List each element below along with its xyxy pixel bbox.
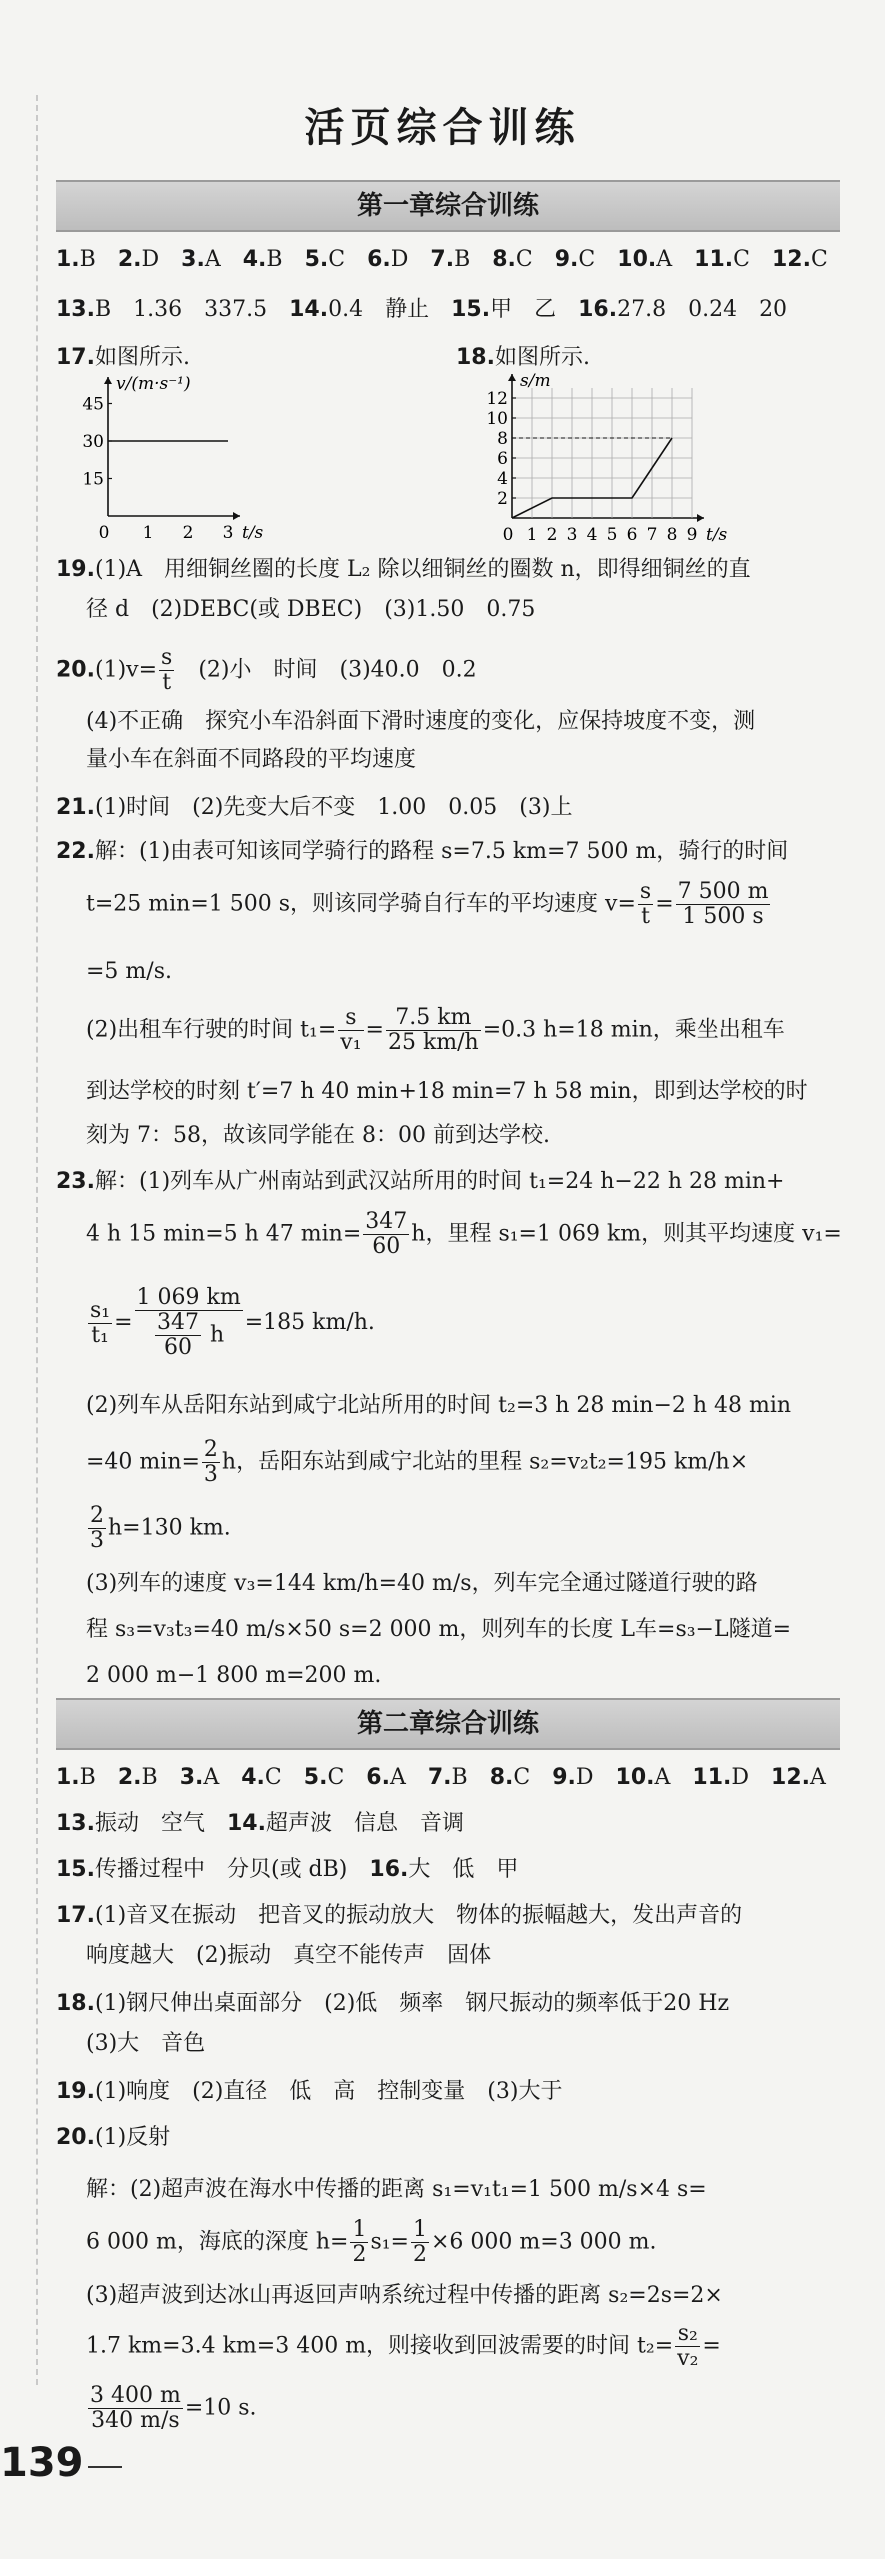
numerator: 2 xyxy=(203,1437,218,1462)
ch2-q18-line1 xyxy=(56,1990,729,2018)
q-number: 7. xyxy=(430,247,455,272)
numerator: 3 400 m xyxy=(90,2383,181,2408)
answer-item xyxy=(56,1765,96,1790)
ch2-q20-line4: (3)超声波到达冰山再返回声呐系统过程中传播的距离 s₂=2s=2× xyxy=(86,2283,723,2308)
page-number-rule xyxy=(88,2466,122,2468)
fraction xyxy=(676,880,771,929)
fraction xyxy=(350,2218,368,2267)
binding-dash-line xyxy=(36,95,38,2385)
x-tick-label: 7 xyxy=(646,525,658,542)
answer-item xyxy=(304,1765,345,1790)
fraction xyxy=(88,1504,106,1553)
x-axis-label: t/s xyxy=(242,523,264,540)
answer-item xyxy=(617,247,672,272)
q-number: 2. xyxy=(117,1765,142,1790)
answer-value: 27.8 0.24 20 xyxy=(617,297,788,322)
answer-item xyxy=(367,247,408,272)
q-number: 17. xyxy=(56,1903,95,1928)
answer-value: A xyxy=(810,1765,826,1790)
q-number: 18. xyxy=(456,345,495,370)
answer-value: C xyxy=(327,1765,345,1790)
answer-value: A xyxy=(656,247,673,272)
q-text: (1)钢尺伸出桌面部分 (2)低 频率 钢尺振动的频率低于20 Hz xyxy=(94,1991,730,2016)
fraction xyxy=(386,1006,481,1055)
answer-value: C xyxy=(513,1765,531,1790)
numerator: 347 xyxy=(157,1310,200,1335)
numerator: 1 xyxy=(412,2217,427,2242)
q-text: h，里程 s₁=1 069 km，则其平均速度 v₁= xyxy=(411,1221,842,1247)
x-tick-label: 0 xyxy=(502,525,514,542)
q-number: 1. xyxy=(56,1765,80,1790)
y-tick-label: 4 xyxy=(497,469,508,489)
q-text: (1)v= xyxy=(94,657,158,683)
answer-item xyxy=(118,1765,158,1790)
answer-item xyxy=(56,297,267,322)
q-number: 2. xyxy=(117,247,142,272)
q-number: 15. xyxy=(56,1857,95,1882)
ch2-fill-row-1 xyxy=(56,1810,464,1838)
denominator: 2 xyxy=(412,2242,427,2267)
denominator: t xyxy=(641,904,650,929)
q-number: 16. xyxy=(578,297,618,322)
denominator: 25 km/h xyxy=(387,1030,479,1055)
x-tick-label: 3 xyxy=(222,523,234,540)
q-text: 解：(1)由表可知该同学骑行的路程 s=7.5 km=7 500 m，骑行的时间 xyxy=(94,839,789,864)
fraction xyxy=(159,646,174,695)
ch1-q23-line8: 程 s₃=v₃t₃=40 m/s×50 s=2 000 m，则列车的长度 L车=s₃−L隧道= xyxy=(86,1617,792,1642)
q-number: 8. xyxy=(492,247,516,272)
q-number: 15. xyxy=(451,297,491,322)
ch1-q23-line5 xyxy=(86,1438,748,1487)
answer-value: 传播过程中 分贝(或 dB) xyxy=(94,1857,348,1882)
answer-value: A xyxy=(389,1765,406,1790)
answer-item xyxy=(243,247,283,272)
x-tick-label: 8 xyxy=(666,525,678,542)
answer-value: C xyxy=(810,247,828,272)
chapter2-heading: 第二章综合训练 xyxy=(56,1698,840,1750)
answer-item xyxy=(181,247,221,272)
ch2-q20-line1 xyxy=(56,2124,170,2152)
numerator: 347 xyxy=(365,1209,408,1234)
q-text: (1)反射 xyxy=(94,2125,171,2150)
answer-item xyxy=(490,1765,531,1790)
ch1-mc-row xyxy=(56,246,828,274)
answer-value: A xyxy=(204,247,221,272)
q-number: 22. xyxy=(56,839,95,864)
denominator: 1 500 s xyxy=(682,904,764,929)
ch2-q20-line3 xyxy=(86,2218,657,2267)
q-text: =40 min= xyxy=(86,1449,200,1475)
numerator: 7.5 km xyxy=(386,1006,481,1031)
fraction xyxy=(155,1311,201,1360)
answer-value: A xyxy=(654,1765,671,1790)
answer-item xyxy=(180,1765,220,1790)
x-tick-label: 2 xyxy=(182,523,194,540)
q-text: s₁= xyxy=(370,2229,409,2255)
ch1-q21 xyxy=(56,794,572,822)
y-axis-arrow xyxy=(508,374,516,381)
answer-value: B xyxy=(454,247,471,272)
numerator: 1 xyxy=(352,2217,367,2242)
q-number: 14. xyxy=(227,1811,266,1836)
q-text: h=130 km. xyxy=(108,1515,231,1541)
ch2-q20-line2: 解：(2)超声波在海水中传播的距离 s₁=v₁t₁=1 500 m/s×4 s= xyxy=(86,2177,707,2202)
q-number: 21. xyxy=(56,795,95,820)
x-axis-arrow xyxy=(233,512,240,520)
denominator: 60 xyxy=(372,1234,401,1259)
ch1-q20-line1 xyxy=(56,646,477,695)
answer-value: B xyxy=(79,247,96,272)
q-text: 如图所示. xyxy=(494,345,590,370)
fraction xyxy=(411,2218,429,2267)
q-number: 18. xyxy=(56,1991,95,2016)
answer-item xyxy=(428,1765,468,1790)
denominator: v₁ xyxy=(340,1030,362,1055)
q-text: (2)小 时间 (3)40.0 0.2 xyxy=(198,657,477,683)
fraction xyxy=(338,1006,363,1055)
numerator: s xyxy=(338,1006,363,1031)
answer-value: 大 低 甲 xyxy=(408,1857,519,1882)
q-text: h，岳阳东站到咸宁北站的里程 s₂=v₂t₂=195 km/h× xyxy=(221,1449,749,1475)
answer-value: B xyxy=(141,1765,158,1790)
answer-item xyxy=(241,1765,282,1790)
answer-value: 甲 乙 xyxy=(490,297,557,322)
q-number: 5. xyxy=(304,247,329,272)
fraction xyxy=(88,1299,112,1348)
unit: h xyxy=(210,1322,225,1348)
y-tick-label: 6 xyxy=(497,449,508,469)
answer-item xyxy=(578,297,787,322)
q-number: 23. xyxy=(56,1169,95,1194)
q-number: 8. xyxy=(489,1765,514,1790)
denominator: 3 xyxy=(90,1528,104,1553)
y-tick-label: 8 xyxy=(497,429,508,449)
q-number: 14. xyxy=(289,297,329,322)
q-number: 13. xyxy=(56,297,95,322)
ch1-q23-line3: $\frac{\text{s₁}}{\text{t₁}}$ = 1 069 km $\frac{347}{60}$ h =185 km/h. xyxy=(90,1285,375,1360)
answer-value: D xyxy=(141,247,160,272)
ch2-q20-line5 xyxy=(86,2322,721,2371)
answer-item xyxy=(118,247,159,272)
q-number: 4. xyxy=(241,1765,265,1790)
q-text: (1)A 用细铜丝圈的长度 L₂ 除以细铜丝的圈数 n，即得细铜丝的直 xyxy=(94,557,751,582)
answer-value: C xyxy=(264,1765,282,1790)
y-axis-label: v/(m·s⁻¹) xyxy=(116,376,191,394)
chart-17-velocity-time xyxy=(80,376,310,540)
q-text: =0.3 h=18 min，乘坐出租车 xyxy=(482,1017,785,1043)
chart-18-distance-time xyxy=(474,372,734,542)
q-text: 如图所示. xyxy=(94,345,190,370)
answer-item xyxy=(772,247,828,272)
ch2-q17-line1 xyxy=(56,1902,742,1930)
answer-item xyxy=(56,1811,205,1836)
q-number: 12. xyxy=(771,247,811,272)
ch1-q23-line1 xyxy=(56,1168,784,1196)
q-number: 6. xyxy=(367,247,391,272)
answer-value: B 1.36 337.5 xyxy=(94,297,268,322)
q-number: 5. xyxy=(303,1765,328,1790)
q-number: 17. xyxy=(56,345,95,370)
fraction xyxy=(88,2384,183,2433)
answer-item xyxy=(616,1765,671,1790)
fraction xyxy=(202,1438,220,1487)
q-text: =185 km/h. xyxy=(244,1310,375,1335)
fraction xyxy=(638,880,653,929)
q-text: (1)时间 (2)先变大后不变 1.00 0.05 (3)上 xyxy=(94,795,573,820)
x-tick-label: 0 xyxy=(98,523,110,540)
ch2-mc-row xyxy=(56,1764,826,1792)
q-text: ×6 000 m=3 000 m. xyxy=(430,2229,657,2255)
q-text: 6 000 m，海底的深度 h= xyxy=(86,2229,349,2255)
denominator xyxy=(135,1311,243,1360)
q-number: 7. xyxy=(427,1765,452,1790)
ch1-q23-line6 xyxy=(86,1504,231,1553)
ch1-q18 xyxy=(456,344,590,372)
ch1-q22-line1 xyxy=(56,838,788,866)
x-tick-label: 6 xyxy=(626,525,638,542)
ch1-q19-line1 xyxy=(56,556,751,584)
answer-item xyxy=(555,247,596,272)
q-number: 3. xyxy=(181,247,205,272)
x-axis-label: t/s xyxy=(706,525,728,542)
ch1-q22-line4: (2)出租车行驶的时间 t₁= $\frac{s}{\text{v₁}}$ = $\frac{7.5 km}{25 km/h}$ =0.3 h=18 min，乘坐出租车 xyxy=(86,1005,785,1055)
fraction xyxy=(675,2322,700,2371)
q-number: 9. xyxy=(552,1765,576,1790)
answer-item xyxy=(366,1765,406,1790)
x-axis-arrow xyxy=(697,514,704,522)
q-text: (1)音叉在振动 把音叉的振动放大 物体的振幅越大，发出声音的 xyxy=(94,1903,743,1928)
ch2-fill-row-2 xyxy=(56,1856,518,1884)
answer-value: C xyxy=(733,247,750,272)
answer-value: 超声波 信息 音调 xyxy=(265,1811,464,1836)
x-tick-label: 1 xyxy=(526,525,538,542)
answer-value: 0.4 静止 xyxy=(328,297,430,322)
x-tick-label: 3 xyxy=(566,525,578,542)
q-number: 11. xyxy=(694,247,734,272)
page-number: 139 xyxy=(0,2440,84,2486)
y-tick-label: 15 xyxy=(82,469,104,490)
answer-value: B xyxy=(266,247,283,272)
answer-value: C xyxy=(515,247,533,272)
ch2-q19 xyxy=(56,2078,562,2106)
answer-item xyxy=(56,247,96,272)
denominator: 340 m/s xyxy=(91,2408,180,2433)
answer-item xyxy=(430,247,470,272)
ch1-q20-line3: 量小车在斜面不同路段的平均速度 xyxy=(86,747,417,772)
q-text: 解：(1)列车从广州南站到武汉站所用的时间 t₁=24 h−22 h 28 min+ xyxy=(94,1169,785,1194)
q-number: 19. xyxy=(56,2079,95,2104)
answer-item xyxy=(289,297,429,322)
ch1-q23-line7: (3)列车的速度 v₃=144 km/h=40 m/s，列车完全通过隧道行驶的路 xyxy=(86,1571,758,1596)
q-text: t=25 min=1 500 s，则该同学骑自行车的平均速度 v= xyxy=(86,891,636,917)
q-number: 12. xyxy=(771,1765,810,1790)
q-number: 20. xyxy=(56,2125,95,2150)
denominator: 2 xyxy=(352,2242,367,2267)
q-number: 16. xyxy=(369,1857,409,1882)
q-number: 6. xyxy=(366,1765,390,1790)
chapter1-heading: 第一章综合训练 xyxy=(56,180,840,232)
answer-item xyxy=(771,1765,826,1790)
ch2-q20-line6 xyxy=(86,2384,257,2433)
numerator: s xyxy=(161,645,173,670)
y-tick-label: 12 xyxy=(486,389,508,409)
numerator: s xyxy=(639,879,652,904)
ch1-q19-line2: 径 d (2)DEBC(或 DBEC) (3)1.50 0.75 xyxy=(86,597,536,622)
denominator: v₂ xyxy=(677,2346,699,2371)
answer-value: D xyxy=(390,247,409,272)
q-text: 4 h 15 min=5 h 47 min= xyxy=(86,1221,362,1247)
answer-value: D xyxy=(575,1765,594,1790)
ch1-q22-line3: =5 m/s. xyxy=(86,959,172,984)
ch1-q23-line9: 2 000 m−1 800 m=200 m. xyxy=(86,1663,382,1688)
ch2-q18-line2: (3)大 音色 xyxy=(86,2031,206,2056)
q-text: 1.7 km=3.4 km=3 400 m，则接收到回波需要的时间 t₂= xyxy=(86,2333,674,2359)
answer-item xyxy=(552,1765,593,1790)
q-number: 10. xyxy=(615,1765,655,1790)
ch1-q22-line5: 到达学校的时刻 t′=7 h 40 min+18 min=7 h 58 min，即到达学校的时 xyxy=(86,1079,808,1104)
y-tick-label: 10 xyxy=(486,409,508,429)
denominator: t₁ xyxy=(91,1322,109,1348)
numerator: 7 500 m xyxy=(677,879,769,904)
denominator: 3 xyxy=(203,1462,218,1487)
ch1-q20-line2: (4)不正确 探究小车沿斜面下滑时速度的变化，应保持坡度不变，测 xyxy=(86,709,756,734)
answer-item xyxy=(451,297,556,322)
answer-item xyxy=(492,247,533,272)
ch1-q22-line2 xyxy=(86,880,772,929)
numerator: s₂ xyxy=(675,2322,700,2347)
y-tick-label: 30 xyxy=(82,432,104,452)
x-tick-label: 9 xyxy=(686,525,698,542)
answer-value: 振动 空气 xyxy=(94,1811,205,1836)
q-number: 3. xyxy=(179,1765,204,1790)
answer-value: B xyxy=(79,1765,96,1790)
answer-item xyxy=(227,1811,464,1836)
x-tick-label: 1 xyxy=(142,523,154,540)
q-text: (2)出租车行驶的时间 t₁= xyxy=(86,1017,337,1043)
q-number: 1. xyxy=(56,247,80,272)
answer-item xyxy=(56,1857,347,1882)
answer-value: C xyxy=(328,247,346,272)
fraction xyxy=(363,1210,409,1259)
q-number: 19. xyxy=(56,557,95,582)
q-number: 13. xyxy=(56,1811,95,1836)
y-axis-label: s/m xyxy=(520,372,551,391)
x-tick-label: 2 xyxy=(546,525,558,542)
y-tick-label: 45 xyxy=(82,394,104,415)
answer-value: D xyxy=(731,1765,750,1790)
answer-item xyxy=(692,1765,749,1790)
q-number: 9. xyxy=(554,247,579,272)
equals-sign: = xyxy=(655,891,674,917)
q-number: 4. xyxy=(242,247,267,272)
answer-value: B xyxy=(451,1765,468,1790)
ch1-q23-line4: (2)列车从岳阳东站到咸宁北站所用的时间 t₂=3 h 28 min−2 h 48 min xyxy=(86,1393,792,1418)
q-number: 20. xyxy=(56,657,95,683)
answer-value: A xyxy=(203,1765,220,1790)
denominator: 60 xyxy=(164,1335,193,1360)
answer-item xyxy=(369,1857,518,1882)
compound-fraction xyxy=(135,1286,243,1360)
y-axis-arrow xyxy=(104,377,112,384)
q-text: =10 s. xyxy=(184,2395,257,2421)
denominator: t xyxy=(162,670,172,695)
page-title: 活页综合训练 xyxy=(304,105,581,151)
ch1-q23-line2 xyxy=(86,1210,842,1259)
numerator: 1 069 km xyxy=(136,1285,241,1310)
numerator: s₁ xyxy=(90,1297,111,1323)
q-number: 10. xyxy=(617,247,657,272)
answer-item xyxy=(305,247,346,272)
q-text: (1)响度 (2)直径 低 高 控制变量 (3)大于 xyxy=(94,2079,563,2104)
ch1-fill-row xyxy=(56,296,787,324)
numerator: 2 xyxy=(90,1503,104,1528)
ch2-q17-line2: 响度越大 (2)振动 真空不能传声 固体 xyxy=(86,1943,492,1968)
ch1-q22-line6: 刻为 7：58，故该同学能在 8：00 前到达学校. xyxy=(86,1123,550,1148)
x-tick-label: 4 xyxy=(586,525,598,542)
q-number: 11. xyxy=(692,1765,732,1790)
q-text: = xyxy=(702,2333,721,2359)
x-tick-label: 5 xyxy=(606,525,618,542)
y-tick-label: 2 xyxy=(497,489,508,509)
ch1-q17 xyxy=(56,344,190,372)
answer-item xyxy=(694,247,750,272)
answer-value: C xyxy=(578,247,596,272)
